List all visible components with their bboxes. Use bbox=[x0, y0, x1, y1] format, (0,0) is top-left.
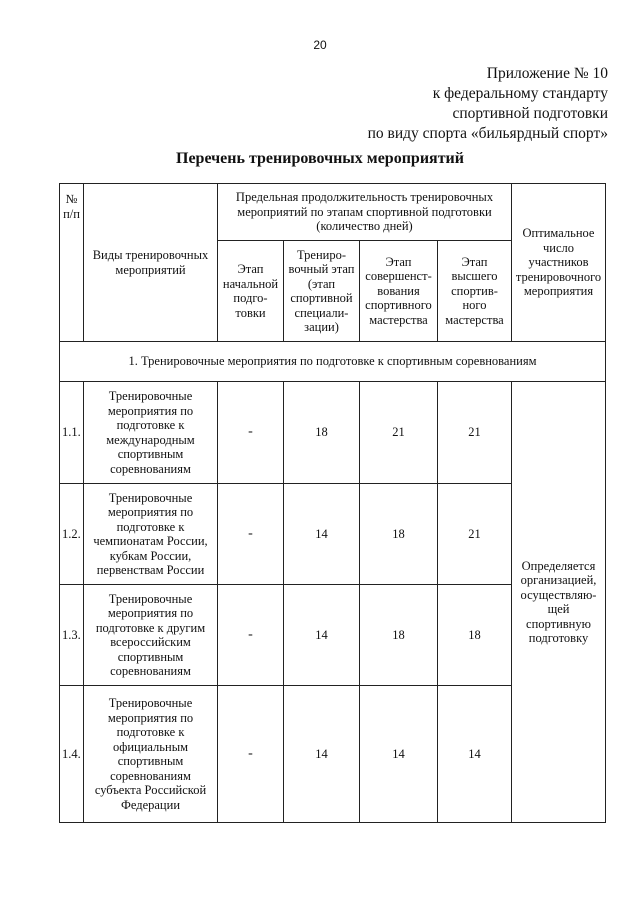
row-number: 1.4. bbox=[60, 686, 84, 823]
header-stage-training: Трениро-вочный этап (этап спортивной специали-зации) bbox=[284, 241, 360, 342]
row-value-initial: - bbox=[218, 382, 284, 484]
training-activities-table bbox=[59, 183, 606, 823]
row-value-initial: - bbox=[218, 484, 284, 585]
row-value-improvement: 18 bbox=[360, 484, 438, 585]
row-value-training: 14 bbox=[284, 585, 360, 686]
appendix-line: по виду спорта «бильярдный спорт» bbox=[367, 125, 608, 142]
row-activity-name: Тренировочные мероприятия по подготовке к официальным спортивным соревнованиям субъекта Российской Федерации bbox=[84, 686, 218, 823]
row-value-training: 14 bbox=[284, 484, 360, 585]
row-number: 1.1. bbox=[60, 382, 84, 484]
row-value-highest: 14 bbox=[438, 686, 512, 823]
row-number: 1.3. bbox=[60, 585, 84, 686]
document-title: Перечень тренировочных мероприятий bbox=[176, 150, 464, 167]
header-optimal-participants: Оптимальное число участников тренировочного мероприятия bbox=[512, 184, 606, 342]
row-value-training: 14 bbox=[284, 686, 360, 823]
row-value-highest: 21 bbox=[438, 382, 512, 484]
appendix-line: Приложение № 10 bbox=[486, 65, 608, 82]
row-value-initial: - bbox=[218, 686, 284, 823]
appendix-line: спортивной подготовки bbox=[452, 105, 608, 122]
header-activity-type: Виды тренировочных мероприятий bbox=[84, 184, 218, 342]
table-row bbox=[60, 382, 606, 484]
header-stage-highest: Этап высшего спортив-ного мастерства bbox=[438, 241, 512, 342]
row-activity-name: Тренировочные мероприятия по подготовке к другим всероссийским спортивным соревнованиям bbox=[84, 585, 218, 686]
page-number: 20 bbox=[313, 38, 327, 52]
row-value-improvement: 21 bbox=[360, 382, 438, 484]
section-heading: 1. Тренировочные мероприятия по подготовке к спортивным соревнованиям bbox=[60, 342, 606, 382]
header-stage-initial: Этап начальной подго-товки bbox=[218, 241, 284, 342]
row-value-highest: 21 bbox=[438, 484, 512, 585]
row-activity-name: Тренировочные мероприятия по подготовке к международным спортивным соревнованиям bbox=[84, 382, 218, 484]
row-value-initial: - bbox=[218, 585, 284, 686]
appendix-header bbox=[368, 64, 608, 144]
header-stage-improvement: Этап совершенст-вования спортивного мастерства bbox=[360, 241, 438, 342]
row-value-highest: 18 bbox=[438, 585, 512, 686]
row-value-improvement: 14 bbox=[360, 686, 438, 823]
row-number: 1.2. bbox=[60, 484, 84, 585]
row-activity-name: Тренировочные мероприятия по подготовке к чемпионатам России, кубкам России, первенствам России bbox=[84, 484, 218, 585]
optimal-participants-note: Определяется организацией, осуществляю-щей спортивную подготовку bbox=[512, 382, 606, 823]
appendix-line: к федеральному стандарту bbox=[432, 85, 608, 102]
row-value-training: 18 bbox=[284, 382, 360, 484]
row-value-improvement: 18 bbox=[360, 585, 438, 686]
header-number: № п/п bbox=[60, 184, 84, 342]
header-duration-group: Предельная продолжительность тренировочных мероприятий по этапам спортивной подготовки (количество дней) bbox=[218, 184, 512, 241]
